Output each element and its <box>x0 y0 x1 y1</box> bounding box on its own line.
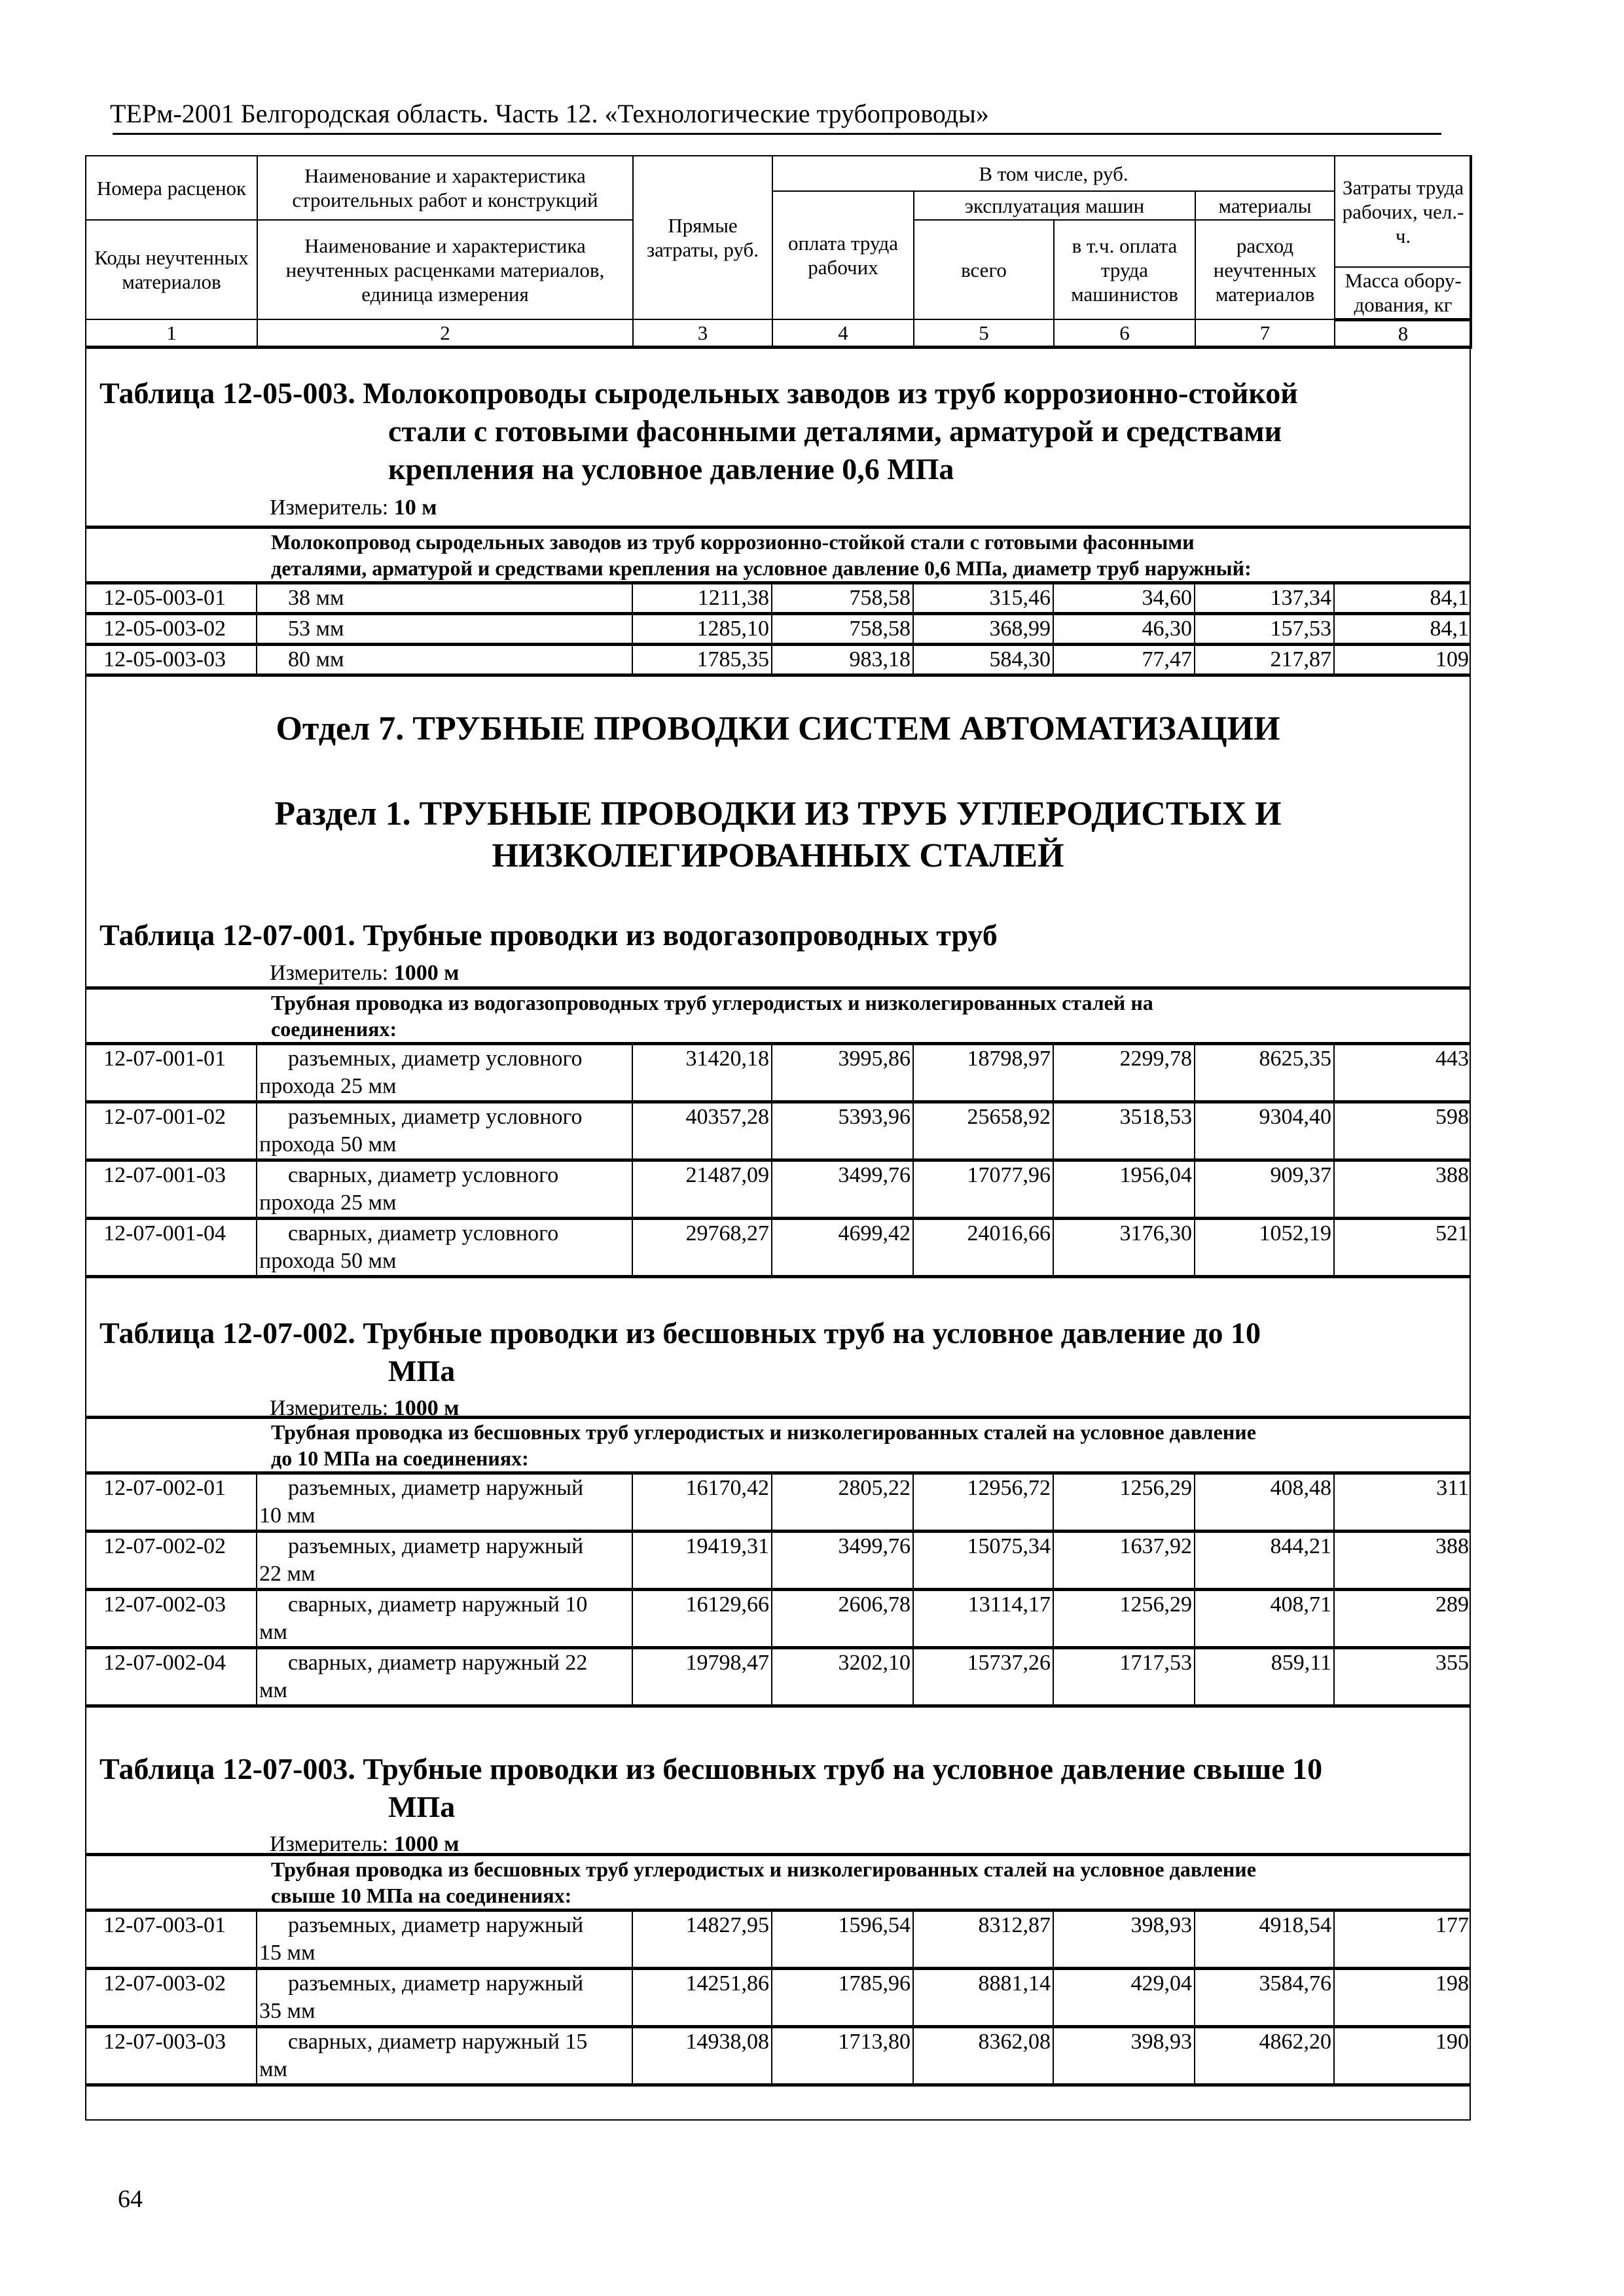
worker-pay-value: 1713,80 <box>772 2027 913 2085</box>
column-number: 5 <box>914 319 1054 347</box>
operator-pay-value: 3518,53 <box>1053 1102 1195 1160</box>
razdel-line: НИЗКОЛЕГИРОВАННЫХ СТАЛЕЙ <box>492 837 1064 874</box>
description-line: 80 мм <box>288 647 344 672</box>
direct-costs-value: 40357,28 <box>632 1102 772 1160</box>
page-number: 64 <box>118 2185 143 2213</box>
worker-pay-value: 3995,86 <box>772 1044 913 1102</box>
subheading <box>85 988 1471 1044</box>
materials-cost-value: 859,11 <box>1195 1648 1334 1706</box>
machines-total-value: 24016,66 <box>913 1219 1053 1277</box>
table-title <box>99 916 998 954</box>
labor-hours-value: 177 <box>1334 1910 1471 1969</box>
materials-cost-value: 408,48 <box>1195 1473 1334 1532</box>
subheading-line: соединениях: <box>271 1017 397 1041</box>
description-line: прохода 50 мм <box>259 1249 397 1273</box>
operator-pay-value: 3176,30 <box>1053 1219 1195 1277</box>
work-description <box>257 1160 632 1219</box>
measure-label: Измеритель: <box>270 1396 394 1420</box>
operator-pay-value: 1256,29 <box>1053 1590 1195 1648</box>
table-title <box>99 374 1298 488</box>
operator-pay-value: 46,30 <box>1053 614 1195 645</box>
description-line: сварных, диаметр условного <box>288 1221 559 1246</box>
operator-pay-value: 34,60 <box>1053 583 1195 614</box>
machines-total-value: 15075,34 <box>913 1532 1053 1590</box>
materials-cost-value: 9304,40 <box>1195 1102 1334 1160</box>
table-row <box>85 1648 1471 1706</box>
worker-pay-value: 1785,96 <box>772 1969 913 2027</box>
worker-pay-value: 3499,76 <box>772 1532 913 1590</box>
materials-cost-value: 844,21 <box>1195 1532 1334 1590</box>
operator-pay-value: 398,93 <box>1053 1910 1195 1969</box>
materials-cost-value: 909,37 <box>1195 1160 1334 1219</box>
machines-total-value: 315,46 <box>913 583 1053 614</box>
table-row <box>85 1910 1471 1969</box>
operator-pay-value: 1717,53 <box>1053 1648 1195 1706</box>
rates-table <box>85 1416 1471 1708</box>
rate-code: 12-07-003-03 <box>103 2030 226 2054</box>
section-heading-razdel <box>85 793 1471 877</box>
table-title-line: МПа <box>388 1354 456 1388</box>
measure-value: 1000 м <box>393 1396 460 1420</box>
materials-cost-value: 4918,54 <box>1195 1910 1334 1969</box>
measure-label: Измеритель: <box>270 1832 394 1856</box>
work-description <box>257 645 632 675</box>
table-title-line: Таблица 12-05-003. Молокопроводы сыродельных заводов из труб коррозионно-стойкой <box>99 376 1298 410</box>
header-machines-total: всего <box>914 220 1054 319</box>
subheading-row <box>85 1418 1471 1473</box>
measure-value: 1000 м <box>393 1832 460 1856</box>
description-line: разъемных, диаметр условного <box>288 1047 583 1071</box>
subheading-line: свыше 10 МПа на соединениях: <box>271 1884 572 1907</box>
description-line: сварных, диаметр условного <box>288 1163 559 1187</box>
description-line: 53 мм <box>288 617 344 641</box>
machines-total-value: 8362,08 <box>913 2027 1053 2085</box>
header-equipment-mass: Масса обору-дования, кг <box>1335 267 1471 319</box>
table-row <box>85 1102 1471 1160</box>
description-line: 38 мм <box>288 586 344 610</box>
labor-hours-value: 84,1 <box>1334 583 1471 614</box>
column-number: 7 <box>1195 319 1335 347</box>
header-materials: материалы <box>1195 191 1335 220</box>
direct-costs-value: 1285,10 <box>632 614 772 645</box>
measure-value: 1000 м <box>393 961 460 985</box>
description-line: разъемных, диаметр наружный <box>288 1476 584 1500</box>
materials-cost-value: 8625,35 <box>1195 1044 1334 1102</box>
description-line: 22 мм <box>259 1562 316 1586</box>
direct-costs-value: 14251,86 <box>632 1969 772 2027</box>
work-description <box>257 1219 632 1277</box>
worker-pay-value: 2805,22 <box>772 1473 913 1532</box>
description-line: прохода 25 мм <box>259 1191 397 1215</box>
table-title-line: Таблица 12-07-001. Трубные проводки из водогазопроводных труб <box>99 918 998 952</box>
description-line: мм <box>259 1678 288 1702</box>
table-row <box>85 1160 1471 1219</box>
description-line: прохода 50 мм <box>259 1132 397 1157</box>
materials-cost-value: 3584,76 <box>1195 1969 1334 2027</box>
direct-costs-value: 16170,42 <box>632 1473 772 1532</box>
table-row <box>85 1044 1471 1102</box>
worker-pay-value: 758,58 <box>772 583 913 614</box>
subheading <box>85 1418 1471 1473</box>
worker-pay-value: 3202,10 <box>772 1648 913 1706</box>
section-heading-otdel: Отдел 7. ТРУБНЫЕ ПРОВОДКИ СИСТЕМ АВТОМАТИЗАЦИИ <box>276 710 1280 747</box>
work-description <box>257 583 632 614</box>
machines-total-value: 8312,87 <box>913 1910 1053 1969</box>
labor-hours-value: 311 <box>1334 1473 1471 1532</box>
direct-costs-value: 19419,31 <box>632 1532 772 1590</box>
worker-pay-value: 758,58 <box>772 614 913 645</box>
header-unaccounted-materials: расход неучтенных материалов <box>1195 220 1335 319</box>
column-number: 3 <box>633 319 772 347</box>
table-row <box>85 1219 1471 1277</box>
direct-costs-value: 21487,09 <box>632 1160 772 1219</box>
labor-hours-value: 388 <box>1334 1532 1471 1590</box>
rate-code: 12-07-001-02 <box>103 1105 226 1129</box>
labor-hours-value: 289 <box>1334 1590 1471 1648</box>
worker-pay-value: 4699,42 <box>772 1219 913 1277</box>
table-title-line: крепления на условное давление 0,6 МПа <box>388 452 954 486</box>
page-header: ТЕРм-2001 Белгородская область. Часть 12. «Технологические трубопроводы» <box>110 99 989 128</box>
rate-code: 12-07-001-01 <box>103 1047 226 1071</box>
measure-unit <box>270 495 437 520</box>
rate-code: 12-05-003-03 <box>103 647 226 672</box>
subheading-line: деталями, арматурой и средствами крепления на условное давление 0,6 МПа, диаметр труб наружный: <box>271 556 1252 580</box>
description-line: мм <box>259 2057 288 2081</box>
machines-total-value: 8881,14 <box>913 1969 1053 2027</box>
header-material-codes: Коды неучтенных материалов <box>86 220 257 319</box>
table-row <box>85 614 1471 645</box>
column-number: 4 <box>772 319 914 347</box>
work-description <box>257 1910 632 1969</box>
subheading-line: до 10 МПа на соединениях: <box>271 1446 529 1470</box>
header-worker-pay: оплата труда рабочих <box>772 191 914 319</box>
labor-hours-value: 109 <box>1334 645 1471 675</box>
rate-code: 12-07-003-02 <box>103 1971 226 1996</box>
materials-cost-value: 408,71 <box>1195 1590 1334 1648</box>
worker-pay-value: 2606,78 <box>772 1590 913 1648</box>
operator-pay-value: 429,04 <box>1053 1969 1195 2027</box>
column-number: 8 <box>1335 319 1471 347</box>
description-line: разъемных, диаметр условного <box>288 1105 583 1129</box>
machines-total-value: 25658,92 <box>913 1102 1053 1160</box>
labor-hours-value: 388 <box>1334 1160 1471 1219</box>
work-description <box>257 614 632 645</box>
machines-total-value: 17077,96 <box>913 1160 1053 1219</box>
operator-pay-value: 1956,04 <box>1053 1160 1195 1219</box>
measure-unit <box>270 961 459 986</box>
column-number: 1 <box>86 319 257 347</box>
subheading-row <box>85 1855 1471 1910</box>
operator-pay-value: 77,47 <box>1053 645 1195 675</box>
measure-label: Измеритель: <box>270 495 394 520</box>
materials-cost-value: 1052,19 <box>1195 1219 1334 1277</box>
subheading-line: Трубная проводка из бесшовных труб углеродистых и низколегированных сталей на условное давление <box>271 1857 1256 1881</box>
rate-code: 12-07-003-01 <box>103 1913 226 1937</box>
subheading <box>85 1855 1471 1910</box>
direct-costs-value: 31420,18 <box>632 1044 772 1102</box>
machines-total-value: 13114,17 <box>913 1590 1053 1648</box>
subheading-row <box>85 528 1471 583</box>
description-line: разъемных, диаметр наружный <box>288 1913 584 1937</box>
rate-code: 12-05-003-02 <box>103 617 226 641</box>
description-line: разъемных, диаметр наружный <box>288 1534 584 1558</box>
description-line: сварных, диаметр наружный 22 <box>288 1651 588 1675</box>
header-labor-costs: Затраты труда рабочих, чел.-ч. <box>1335 156 1471 267</box>
operator-pay-value: 1256,29 <box>1053 1473 1195 1532</box>
subheading-line: Трубная проводка из водогазопроводных труб углеродистых и низколегированных сталей на <box>271 991 1153 1014</box>
direct-costs-value: 14938,08 <box>632 2027 772 2085</box>
rate-code: 12-07-001-03 <box>103 1163 226 1187</box>
header-material-name: Наименование и характеристика неучтенных расценками материалов, единица измерения <box>257 220 633 319</box>
table-title-line: МПа <box>388 1790 456 1823</box>
header-work-name: Наименование и характеристика строительных работ и конструкций <box>257 156 633 220</box>
header-including: В том числе, руб. <box>772 156 1335 191</box>
operator-pay-value: 2299,78 <box>1053 1044 1195 1102</box>
column-header-table <box>85 155 1472 349</box>
work-description <box>257 1044 632 1102</box>
direct-costs-value: 1211,38 <box>632 583 772 614</box>
description-line: прохода 25 мм <box>259 1074 397 1098</box>
work-description <box>257 1473 632 1532</box>
work-description <box>257 1102 632 1160</box>
worker-pay-value: 3499,76 <box>772 1160 913 1219</box>
direct-costs-value: 29768,27 <box>632 1219 772 1277</box>
description-line: мм <box>259 1620 288 1644</box>
description-line: 15 мм <box>259 1941 316 1965</box>
table-title <box>99 1750 1322 1826</box>
table-title-line: Таблица 12-07-002. Трубные проводки из бесшовных труб на условное давление до 10 <box>99 1316 1261 1350</box>
rate-code: 12-07-001-04 <box>103 1221 226 1246</box>
work-description <box>257 2027 632 2085</box>
description-line: сварных, диаметр наружный 15 <box>288 2030 588 2054</box>
table-title <box>99 1314 1261 1390</box>
table-row <box>85 645 1471 675</box>
labor-hours-value: 355 <box>1334 1648 1471 1706</box>
rates-table <box>85 986 1471 1278</box>
labor-hours-value: 198 <box>1334 1969 1471 2027</box>
table-title-line: Таблица 12-07-003. Трубные проводки из бесшовных труб на условное давление свыше 10 <box>99 1752 1323 1785</box>
work-description <box>257 1532 632 1590</box>
direct-costs-value: 16129,66 <box>632 1590 772 1648</box>
labor-hours-value: 598 <box>1334 1102 1471 1160</box>
header-operator-pay: в т.ч. оплата труда машинистов <box>1054 220 1195 319</box>
worker-pay-value: 5393,96 <box>772 1102 913 1160</box>
direct-costs-value: 1785,35 <box>632 645 772 675</box>
machines-total-value: 584,30 <box>913 645 1053 675</box>
work-description <box>257 1648 632 1706</box>
description-line: 35 мм <box>259 1999 316 2023</box>
header-rate-numbers: Номера расценок <box>86 156 257 220</box>
worker-pay-value: 1596,54 <box>772 1910 913 1969</box>
rates-table <box>85 526 1471 677</box>
table-row <box>85 1473 1471 1532</box>
header-direct-costs: Прямые затраты, руб. <box>633 156 772 319</box>
labor-hours-value: 190 <box>1334 2027 1471 2085</box>
rate-code: 12-07-002-03 <box>103 1592 226 1617</box>
column-number: 6 <box>1054 319 1195 347</box>
header-machine-operation: эксплуатация машин <box>914 191 1195 220</box>
rate-code: 12-07-002-01 <box>103 1476 226 1500</box>
labor-hours-value: 84,1 <box>1334 614 1471 645</box>
rates-table <box>85 1853 1471 2087</box>
machines-total-value: 18798,97 <box>913 1044 1053 1102</box>
direct-costs-value: 19798,47 <box>632 1648 772 1706</box>
machines-total-value: 15737,26 <box>913 1648 1053 1706</box>
table-row <box>85 1590 1471 1648</box>
table-title-line: стали с готовыми фасонными деталями, арматурой и средствами <box>388 414 1282 448</box>
description-line: разъемных, диаметр наружный <box>288 1971 584 1996</box>
description-line: 10 мм <box>259 1503 316 1528</box>
table-row <box>85 583 1471 614</box>
materials-cost-value: 4862,20 <box>1195 2027 1334 2085</box>
table-row <box>85 2027 1471 2085</box>
operator-pay-value: 1637,92 <box>1053 1532 1195 1590</box>
razdel-line: Раздел 1. ТРУБНЫЕ ПРОВОДКИ ИЗ ТРУБ УГЛЕРОДИСТЫХ И <box>274 795 1282 833</box>
machines-total-value: 12956,72 <box>913 1473 1053 1532</box>
subheading-row <box>85 988 1471 1044</box>
subheading <box>85 528 1471 583</box>
rate-code: 12-05-003-01 <box>103 586 226 610</box>
labor-hours-value: 443 <box>1334 1044 1471 1102</box>
column-number: 2 <box>257 319 633 347</box>
work-description <box>257 1590 632 1648</box>
measure-label: Измеритель: <box>270 961 394 985</box>
table-row <box>85 1969 1471 2027</box>
work-description <box>257 1969 632 2027</box>
subheading-line: Трубная проводка из бесшовных труб углеродистых и низколегированных сталей на условное давление <box>271 1420 1256 1444</box>
materials-cost-value: 137,34 <box>1195 583 1334 614</box>
materials-cost-value: 217,87 <box>1195 645 1334 675</box>
rate-code: 12-07-002-02 <box>103 1534 226 1558</box>
worker-pay-value: 983,18 <box>772 645 913 675</box>
materials-cost-value: 157,53 <box>1195 614 1334 645</box>
operator-pay-value: 398,93 <box>1053 2027 1195 2085</box>
labor-hours-value: 521 <box>1334 1219 1471 1277</box>
machines-total-value: 368,99 <box>913 614 1053 645</box>
subheading-line: Молокопровод сыродельных заводов из труб коррозионно-стойкой стали с готовыми фасонными <box>271 530 1195 554</box>
rate-code: 12-07-002-04 <box>103 1651 226 1675</box>
description-line: сварных, диаметр наружный 10 <box>288 1592 588 1617</box>
direct-costs-value: 14827,95 <box>632 1910 772 1969</box>
header-rule <box>113 133 1441 135</box>
table-row <box>85 1532 1471 1590</box>
measure-value: 10 м <box>393 495 437 520</box>
